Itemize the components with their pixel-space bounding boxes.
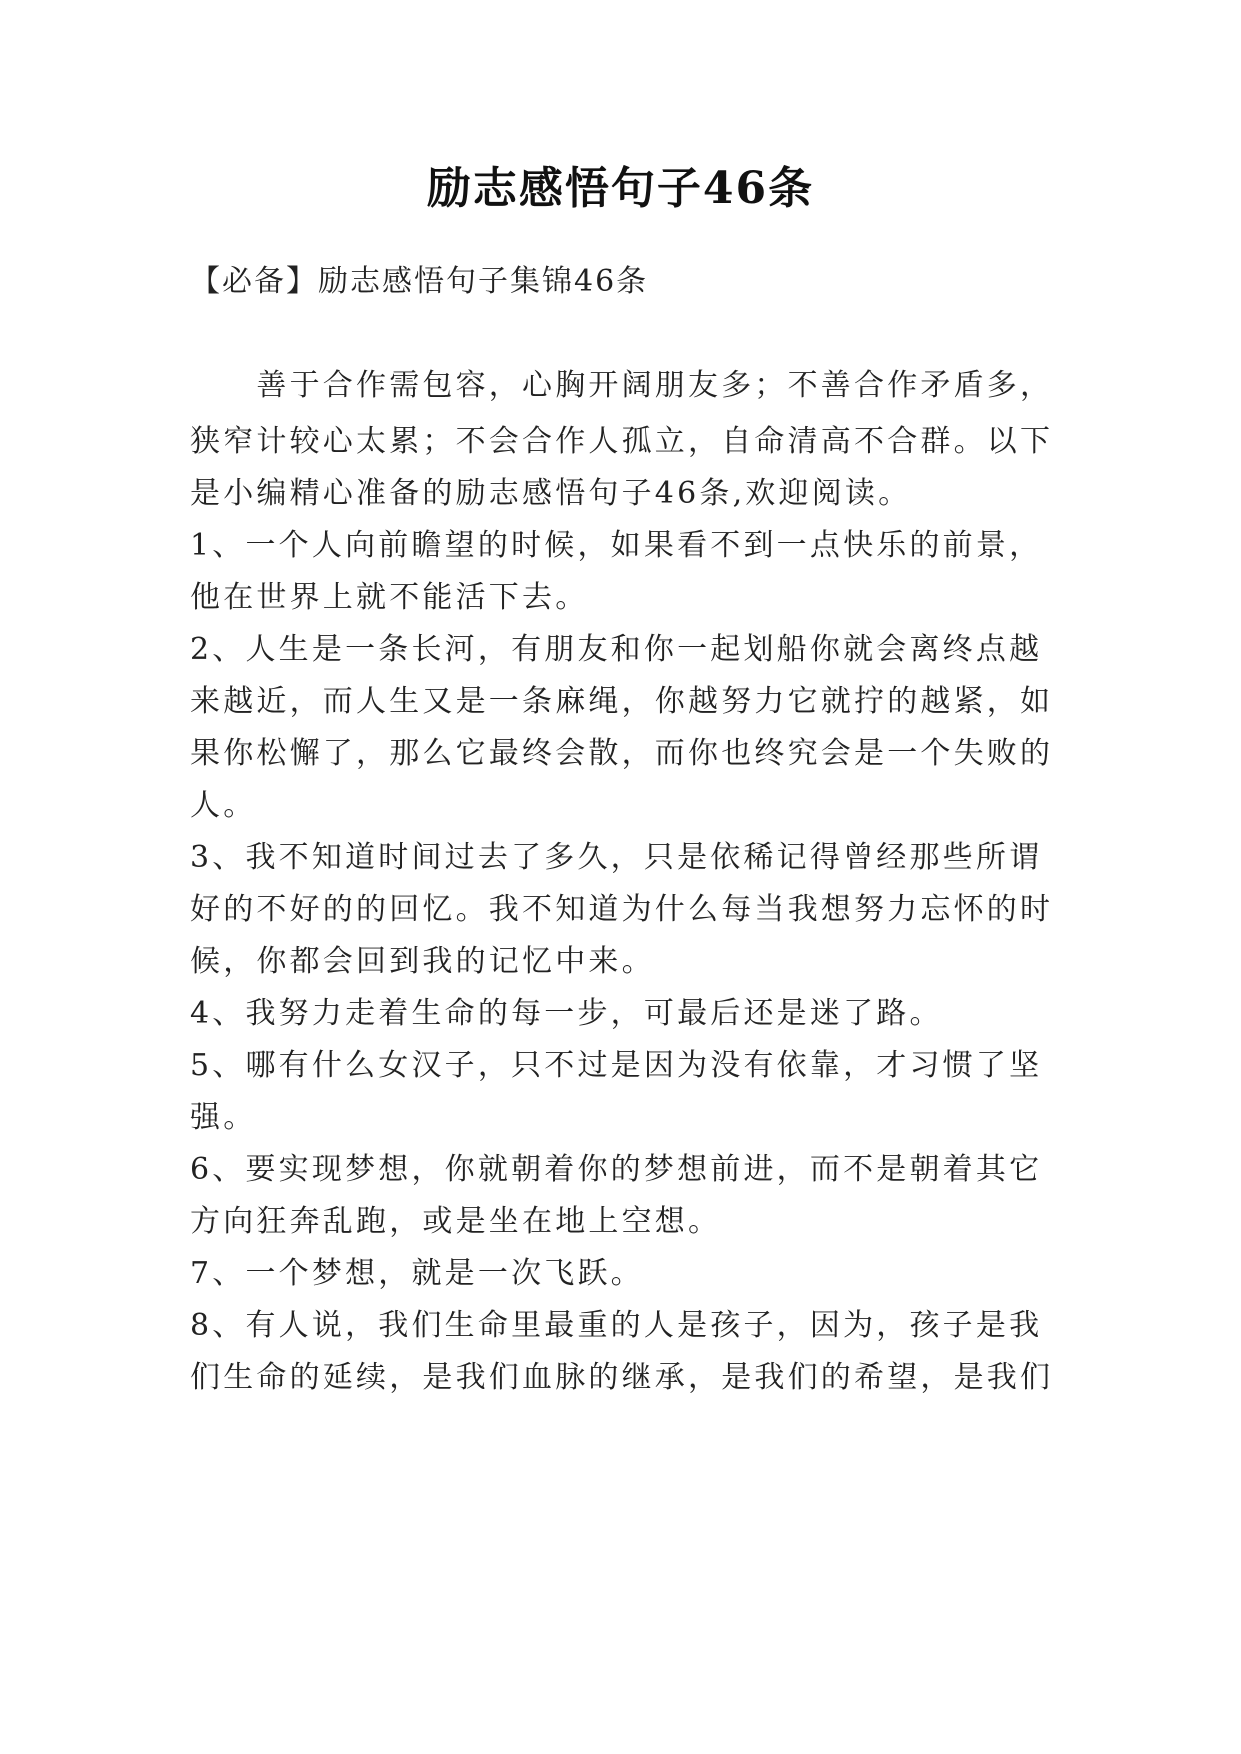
text-line: 来越近，而人生又是一条麻绳，你越努力它就拧的越紧，如 xyxy=(190,684,1054,719)
text-line: 8、有人说，我们生命里最重的人是孩子，因为，孩子是我 xyxy=(190,1308,1043,1343)
text-line: 他在世界上就不能活下去。 xyxy=(190,580,589,615)
text-line: 果你松懈了，那么它最终会散，而你也终究会是一个失败的 xyxy=(190,736,1054,771)
text-line: 是小编精心准备的励志感悟句子46条,欢迎阅读。 xyxy=(190,476,912,511)
document-title: 励志感悟句子46条 xyxy=(426,163,815,214)
text-line: 们生命的延续，是我们血脉的继承，是我们的希望，是我们 xyxy=(190,1360,1054,1395)
text-line: 1、一个人向前瞻望的时候，如果看不到一点快乐的前景， xyxy=(190,528,1043,563)
text-line: 好的不好的的回忆。我不知道为什么每当我想努力忘怀的时 xyxy=(190,892,1054,927)
text-line: 5、哪有什么女汉子，只不过是因为没有依靠，才习惯了坚 xyxy=(190,1048,1043,1083)
document-subtitle: 【必备】励志感悟句子集锦46条 xyxy=(190,264,649,299)
text-line: 方向狂奔乱跑，或是坐在地上空想。 xyxy=(190,1204,722,1239)
text-line: 2、人生是一条长河，有朋友和你一起划船你就会离终点越 xyxy=(190,632,1043,667)
text-line: 候，你都会回到我的记忆中来。 xyxy=(190,944,655,979)
text-line: 强。 xyxy=(190,1100,257,1135)
text-line: 人。 xyxy=(190,788,257,823)
text-line: 6、要实现梦想，你就朝着你的梦想前进，而不是朝着其它 xyxy=(190,1152,1043,1187)
text-line: 7、一个梦想，就是一次飞跃。 xyxy=(190,1256,644,1291)
text-line: 3、我不知道时间过去了多久，只是依稀记得曾经那些所谓 xyxy=(190,840,1043,875)
text-line: 4、我努力走着生命的每一步，可最后还是迷了路。 xyxy=(190,996,943,1031)
text-line: 狭窄计较心太累；不会合作人孤立，自命清高不合群。以下 xyxy=(190,424,1054,459)
text-line: 善于合作需包容，心胸开阔朋友多；不善合作矛盾多， xyxy=(190,368,1054,403)
